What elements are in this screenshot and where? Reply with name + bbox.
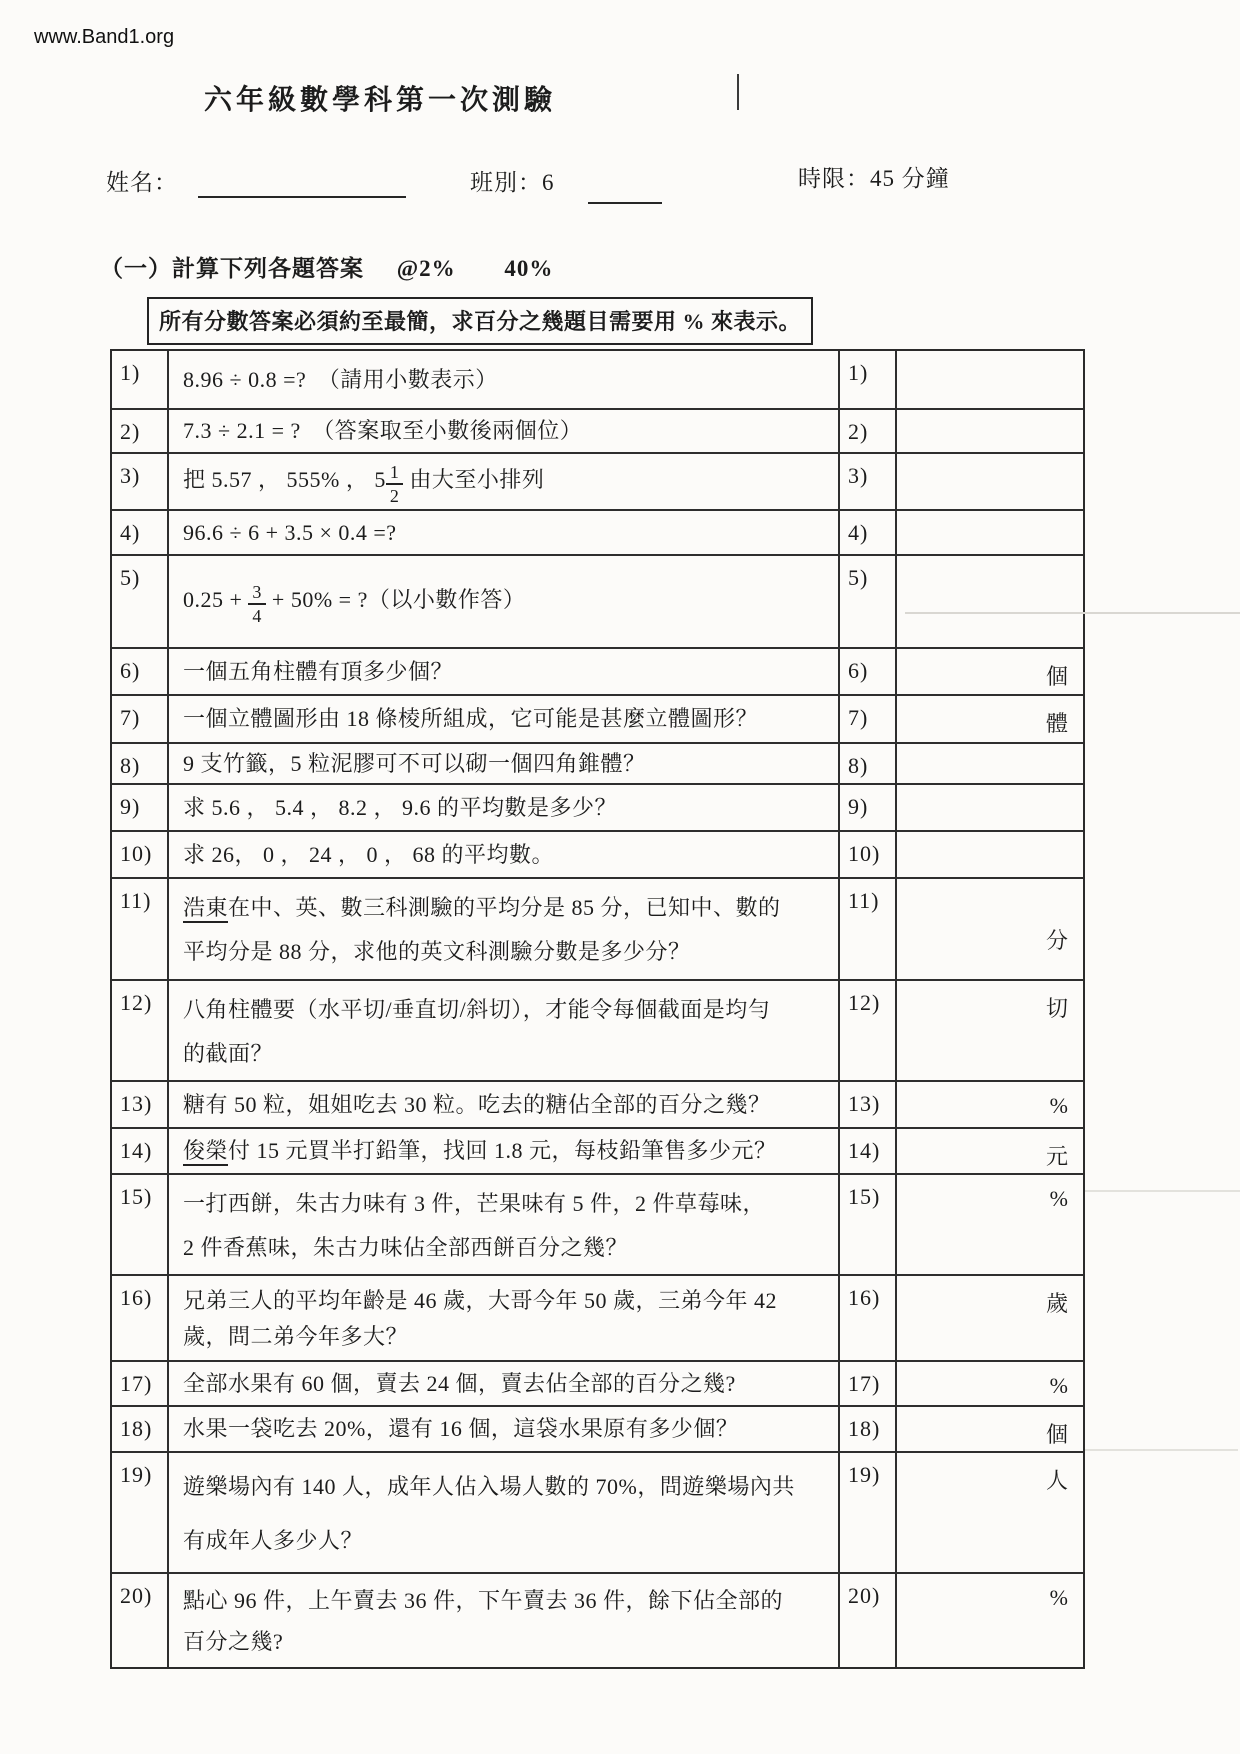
answer-number: 10) — [840, 832, 897, 877]
question-text-cell — [169, 1175, 840, 1274]
question-text: 把 5.57 ， 555% ， 5 $\frac{1}{2}$ 由大至小排列 — [183, 461, 545, 506]
answer-number: 12) — [840, 981, 897, 1080]
answer-blank-cell — [897, 1129, 1083, 1173]
question-text: 7.3 ÷ 2.1 = ? （答案取至小數後兩個位） — [183, 418, 583, 444]
question-row — [112, 1274, 1083, 1360]
answer-blank-cell — [897, 556, 1083, 647]
question-row — [112, 830, 1083, 877]
answer-blank-cell — [897, 1574, 1083, 1667]
question-text-cell — [169, 556, 840, 647]
question-text-cell — [169, 1362, 840, 1405]
question-number: 4) — [112, 511, 169, 554]
answer-number: 15) — [840, 1175, 897, 1274]
question-table — [110, 349, 1085, 1669]
name-blank-line — [198, 196, 406, 198]
fraction-denominator: 4 — [252, 605, 262, 626]
answer-number: 1) — [840, 351, 897, 408]
question-number: 15) — [112, 1175, 169, 1274]
question-text: 水果一袋吃去 20%，還有 16 個，這袋水果原有多少個？ — [183, 1416, 739, 1442]
question-number: 6) — [112, 649, 169, 694]
answer-unit-label: 元 — [1045, 1144, 1068, 1169]
question-row — [112, 509, 1083, 554]
question-row — [112, 554, 1083, 647]
section-heading: （一）計算下列各題答案 — [100, 256, 364, 281]
question-text: 9 支竹籤，5 粒泥膠可不可以砌一個四角錐體？ — [183, 750, 646, 776]
answer-unit-label: 體 — [1045, 711, 1068, 736]
question-row — [112, 1360, 1083, 1405]
question-text: 一打西餅，朱古力味有 3 件，芒果味有 5 件，2 件草莓味， 2 件香蕉味，朱古力味佔全部西餅百分之幾？ — [183, 1191, 766, 1260]
question-row — [112, 351, 1083, 408]
question-text: 96.6 ÷ 6 + 3.5 × 0.4 =? — [183, 519, 397, 545]
answer-blank-cell — [897, 832, 1083, 877]
question-text-cell — [169, 744, 840, 783]
question-text-cell — [169, 351, 840, 408]
question-text: 俊榮付 15 元買半打鉛筆，找回 1.8 元，每枝鉛筆售多少元？ — [183, 1136, 832, 1166]
question-text-cell — [169, 1574, 840, 1667]
answer-unit-label: % — [1049, 1093, 1068, 1118]
question-text-cell — [169, 1276, 840, 1360]
question-number: 7) — [112, 696, 169, 742]
question-row — [112, 1405, 1083, 1451]
answer-number: 8) — [840, 744, 897, 783]
answer-number: 14) — [840, 1129, 897, 1173]
page-title: 六年級數學科第一次測驗 — [203, 85, 556, 116]
answer-unit-label: 個 — [1045, 1422, 1068, 1447]
question-text-cell — [169, 1129, 840, 1173]
question-text: 糖有 50 粒，姐姐吃去 30 粒。吃去的糖佔全部的百分之幾？ — [183, 1091, 771, 1117]
answer-number: 17) — [840, 1362, 897, 1405]
underlined-name: 浩東 — [183, 895, 228, 923]
answer-number: 11) — [840, 879, 897, 979]
marks-total: 40% — [504, 256, 554, 281]
scan-artifact-line — [1085, 1190, 1240, 1192]
answer-number: 13) — [840, 1082, 897, 1127]
question-text-cell — [169, 879, 840, 979]
question-text: 全部水果有 60 個，賣去 24 個，賣去佔全部的百分之幾? — [183, 1370, 736, 1396]
fraction — [248, 583, 266, 625]
question-row — [112, 1080, 1083, 1127]
fraction-numerator: 1 — [386, 463, 404, 485]
fraction — [386, 463, 404, 505]
question-row — [112, 647, 1083, 694]
answer-blank-cell — [897, 649, 1083, 694]
marks-per-question: @2% — [396, 256, 456, 281]
question-row — [112, 1173, 1083, 1274]
question-number: 14) — [112, 1129, 169, 1173]
question-number: 10) — [112, 832, 169, 877]
question-number: 17) — [112, 1362, 169, 1405]
scan-artifact-line — [905, 612, 1240, 614]
answer-unit-label: 歲 — [1045, 1291, 1068, 1316]
question-row — [112, 742, 1083, 783]
answer-number: 4) — [840, 511, 897, 554]
question-text-cell — [169, 785, 840, 830]
question-text-cell — [169, 511, 840, 554]
class-label: 班別：6 — [470, 170, 555, 195]
question-number: 2) — [112, 410, 169, 452]
question-number: 3) — [112, 454, 169, 509]
answer-blank-cell — [897, 785, 1083, 830]
answer-blank-cell — [897, 454, 1083, 509]
question-text-cell — [169, 696, 840, 742]
question-row — [112, 1127, 1083, 1173]
question-row — [112, 694, 1083, 742]
question-text-cell — [169, 1453, 840, 1572]
answer-number: 2) — [840, 410, 897, 452]
answer-blank-cell — [897, 1407, 1083, 1451]
question-number: 19) — [112, 1453, 169, 1572]
fraction-denominator: 2 — [389, 485, 400, 506]
question-text-cell — [169, 410, 840, 452]
question-number: 5) — [112, 556, 169, 647]
question-text-cell — [169, 981, 840, 1080]
answer-unit-label: 人 — [1045, 1468, 1068, 1493]
answer-blank-cell — [897, 1276, 1083, 1360]
question-row — [112, 979, 1083, 1080]
time-limit-label: 時限：45 分鐘 — [798, 166, 950, 191]
question-text: 遊樂場內有 140 人，成年人佔入場人數的 70%，問遊樂場內共 有成年人多少人？ — [183, 1474, 795, 1553]
answer-number: 6) — [840, 649, 897, 694]
answer-blank-cell — [897, 744, 1083, 783]
answer-unit-label: % — [1049, 1373, 1068, 1398]
answer-number: 5) — [840, 556, 897, 647]
section-heading-line — [100, 250, 553, 283]
question-row — [112, 877, 1083, 979]
question-text-cell — [169, 649, 840, 694]
answer-blank-cell — [897, 696, 1083, 742]
answer-blank-cell — [897, 1175, 1083, 1274]
answer-number: 19) — [840, 1453, 897, 1572]
question-number: 9) — [112, 785, 169, 830]
question-number: 18) — [112, 1407, 169, 1451]
class-blank-line — [588, 202, 662, 204]
question-text: 兄弟三人的平均年齡是 46 歲，大哥今年 50 歲，三弟今年 42 歲，問二弟今年多大？ — [183, 1288, 778, 1349]
question-number: 13) — [112, 1082, 169, 1127]
answer-blank-cell — [897, 981, 1083, 1080]
question-text: 0.25 + $\frac{3}{4}$ + 50% = ?（以小數作答） — [183, 581, 526, 626]
underlined-name: 俊榮 — [183, 1138, 228, 1166]
answer-unit-label: 分 — [1045, 928, 1068, 953]
question-row — [112, 408, 1083, 452]
answer-number: 7) — [840, 696, 897, 742]
question-number: 12) — [112, 981, 169, 1080]
answer-number: 9) — [840, 785, 897, 830]
question-text-cell — [169, 1082, 840, 1127]
question-text: 求 26， 0 ， 24 ， 0 ， 68 的平均數。 — [183, 841, 555, 867]
question-text: 一個立體圖形由 18 條棱所組成，它可能是甚麼立體圖形？ — [183, 706, 759, 732]
question-row — [112, 452, 1083, 509]
answer-number: 20) — [840, 1574, 897, 1667]
question-text-cell — [169, 832, 840, 877]
question-number: 11) — [112, 879, 169, 979]
question-text: 點心 96 件，上午賣去 36 件，下午賣去 36 件，餘下佔全部的 百分之幾? — [183, 1588, 784, 1654]
answer-blank-cell — [897, 410, 1083, 452]
question-number: 16) — [112, 1276, 169, 1360]
answer-blank-cell — [897, 1082, 1083, 1127]
answer-unit-label: % — [1049, 1585, 1068, 1610]
question-row — [112, 1451, 1083, 1572]
answer-number: 18) — [840, 1407, 897, 1451]
answer-blank-cell — [897, 1362, 1083, 1405]
question-text: 求 5.6 ， 5.4 ， 8.2 ， 9.6 的平均數是多少？ — [183, 794, 618, 820]
answer-unit-label: 個 — [1045, 664, 1068, 689]
question-text: 一個五角柱體有頂多少個？ — [183, 658, 454, 684]
question-text-cell — [169, 1407, 840, 1451]
answer-number: 16) — [840, 1276, 897, 1360]
fraction-numerator: 3 — [248, 583, 266, 605]
question-text-cell — [169, 454, 840, 509]
question-text: 浩東在中、英、數三科測驗的平均分是 85 分，已知中、數的 平均分是 88 分，求他的英文科測驗分數是多少分？ — [183, 895, 781, 964]
question-text: 八角柱體要（水平切/垂直切/斜切），才能令每個截面是均勻 的截面？ — [183, 997, 771, 1066]
answer-blank-cell — [897, 351, 1083, 408]
question-number: 20) — [112, 1574, 169, 1667]
answer-blank-cell — [897, 511, 1083, 554]
notice-box: 所有分數答案必須約至最簡，求百分之幾題目需要用 % 來表示。 — [147, 297, 813, 345]
question-row — [112, 783, 1083, 830]
answer-unit-label: % — [1049, 1186, 1068, 1211]
answer-blank-cell — [897, 1453, 1083, 1572]
question-text: 8.96 ÷ 0.8 =? （請用小數表示） — [183, 366, 498, 392]
question-number: 8) — [112, 744, 169, 783]
question-number: 1) — [112, 351, 169, 408]
answer-unit-label: 切 — [1045, 996, 1068, 1021]
scan-artifact-tick — [737, 74, 739, 110]
watermark-url: www.Band1.org — [34, 26, 175, 48]
scan-artifact-line — [1085, 1449, 1238, 1451]
name-label: 姓名： — [106, 170, 178, 195]
answer-blank-cell — [897, 879, 1083, 979]
question-row — [112, 1572, 1083, 1667]
answer-number: 3) — [840, 454, 897, 509]
